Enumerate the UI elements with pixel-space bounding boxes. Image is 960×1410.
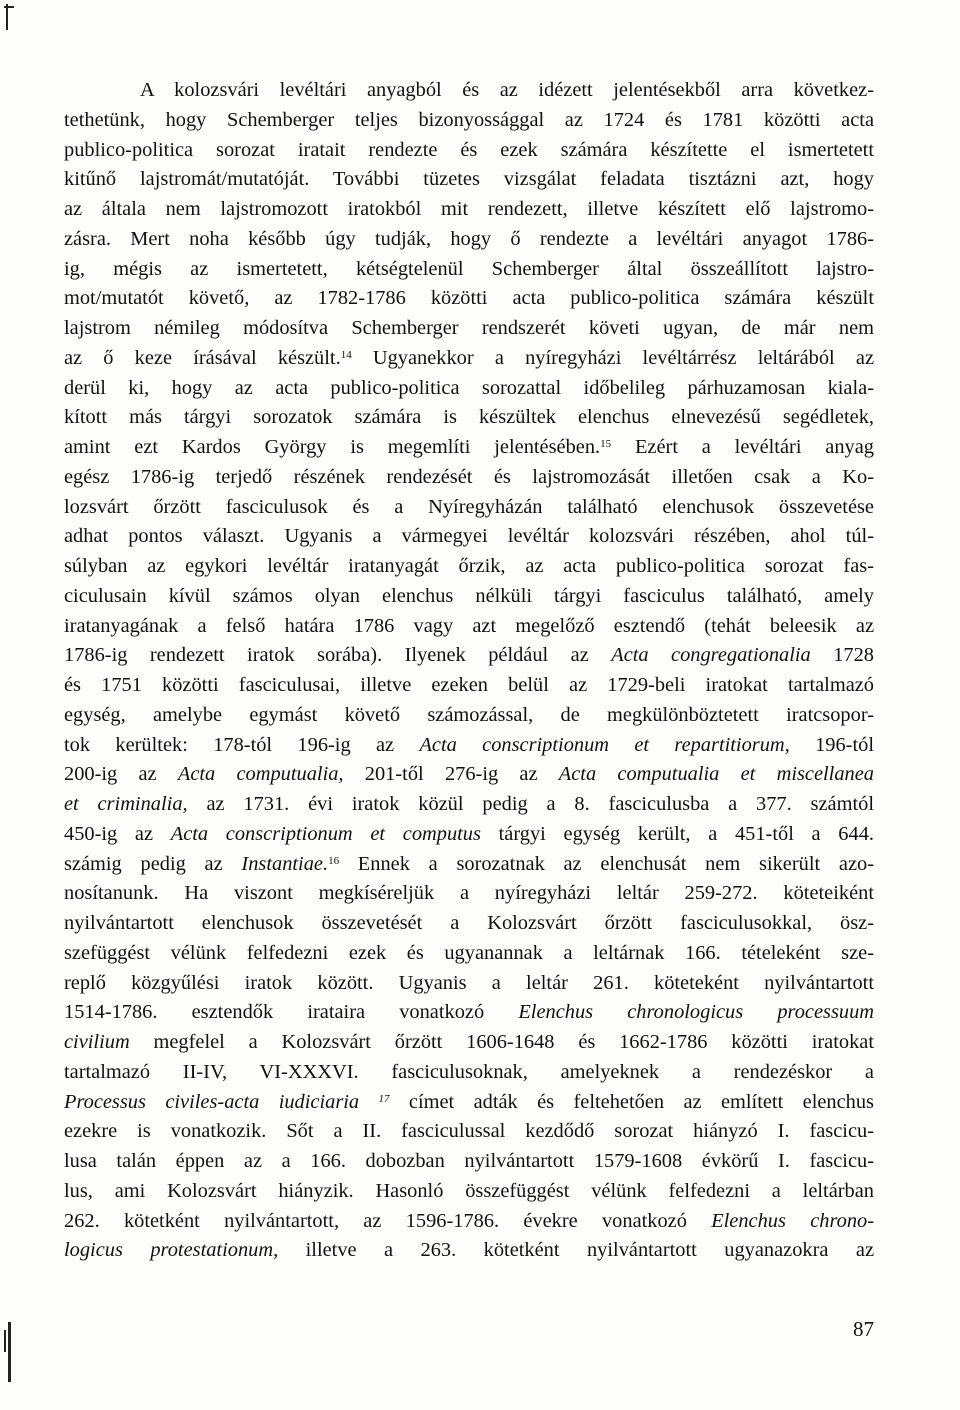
text-segment: és 1751 közötti fasciculusai, illetve ezeken belül az 1729-beli iratokat tartalmazó <box>64 674 874 696</box>
text-line <box>64 195 874 225</box>
text-line <box>64 403 874 433</box>
text-line <box>64 433 874 463</box>
text-segment: egység, amelybe egymást követő számozással, de megkülönböztetett iratcsopor- <box>64 703 874 726</box>
text-line <box>64 641 874 671</box>
italic-title: Acta computualia et miscellanea <box>558 763 874 786</box>
text-segment: 1514-1786. esztendők irataira vonatkozó <box>64 1001 519 1024</box>
text-segment: tárgyi egység került, a 451-től a 644. <box>480 822 874 845</box>
italic-title: Acta congregationalia <box>611 644 811 667</box>
text-line <box>64 344 874 374</box>
text-segment: nyilvántartott elenchusok összevetését a Kolozsvárt őrzött fasciculusokkal, ösz- <box>64 912 874 934</box>
text-segment: lozsvárt őrzött fasciculusok és a Nyíregyházán található elenchusok összevetése <box>64 495 874 518</box>
text-line <box>64 1028 874 1058</box>
text-segment: publico-politica sorozat iratait rendezte és ezek számára készítette el ismertetett <box>64 138 874 161</box>
text-segment: súlyban az egykori levéltár iratanyagát őrzik, az acta publico-politica sorozat fas- <box>64 555 874 577</box>
text-segment: replő közgyűlési iratok között. Ugyanis a leltár 261. köteteként nyilvántartott <box>64 971 874 994</box>
text-line <box>64 998 874 1028</box>
text-segment: A kolozsvári levéltári anyagból és az idézett jelentésekből arra következ- <box>140 79 874 101</box>
italic-title: Elenchus chronologicus processuum <box>518 1001 874 1024</box>
italic-title: Instantiae. <box>241 852 329 875</box>
scan-edge-mark <box>4 6 14 8</box>
italic-title: Processus civiles-acta iudiciaria <box>64 1090 360 1113</box>
italic-title: Acta computualia, <box>177 763 344 786</box>
text-line <box>64 731 874 761</box>
text-segment: tok kerültek: 178-tól 196-ig az <box>64 733 420 756</box>
text-segment: számig pedig az <box>64 852 242 875</box>
text-segment: illetve a 263. kötetként nyilvántartott ugyanazokra az <box>278 1239 874 1262</box>
footnote-reference: 15 <box>600 438 612 450</box>
text-line <box>64 582 874 612</box>
text-segment: Ezért a levéltári anyag <box>611 436 874 458</box>
text-line <box>64 522 874 552</box>
scan-edge-mark <box>4 1330 6 1352</box>
text-segment: tartalmazó II-IV, VI-XXXVI. fasciculusoknak, amelyeknek a rendezéskor a <box>64 1060 874 1083</box>
italic-title: civilium <box>64 1031 130 1053</box>
italic-title: Elenchus chrono- <box>711 1209 874 1232</box>
text-segment: 196-tól <box>789 733 874 756</box>
text-segment: adhat pontos választ. Ugyanis a vármegyei levéltár kolozsvári részében, ahol túl- <box>64 525 874 548</box>
text-line <box>64 284 874 314</box>
text-line <box>64 820 874 850</box>
text-segment: amint ezt Kardos György is megemlíti jelentésében. <box>64 436 601 458</box>
italic-title: Acta conscriptionum et computus <box>170 822 481 845</box>
text-line <box>64 106 874 136</box>
text-line <box>64 374 874 404</box>
text-segment: megfelel a Kolozsvárt őrzött 1606-1648 és 1662-1786 közötti iratokat <box>129 1031 874 1053</box>
text-line <box>64 136 874 166</box>
text-segment: lus, ami Kolozsvárt hiányzik. Hasonló összefüggést vélünk felfedezni a leltárban <box>64 1179 874 1202</box>
text-line <box>64 1117 874 1147</box>
text-line <box>64 314 874 344</box>
text-segment: 1728 <box>810 644 874 667</box>
footnote-reference: 16 <box>328 854 340 867</box>
text-line <box>64 850 874 880</box>
text-line <box>64 76 874 106</box>
text-line <box>64 671 874 701</box>
text-line <box>64 255 874 285</box>
text-line <box>64 165 874 195</box>
text-segment: ciculusain kívül számos olyan elenchus nélküli tárgyi fasciculus található, amely <box>64 584 874 607</box>
text-segment: iratanyagának a felső határa 1786 vagy azt megelőző esztendő (tehát beleesik az <box>64 614 874 637</box>
text-line <box>64 1207 874 1237</box>
text-segment: az ő keze írásával készült. <box>64 346 341 369</box>
text-line <box>64 493 874 523</box>
text-segment: 201-től 276-ig az <box>343 763 559 786</box>
text-segment: címet adták és feltehetően az említett elenchus <box>389 1090 874 1113</box>
text-segment: derül ki, hogy az acta publico-politica sorozattal időbelileg párhuzamosan kiala- <box>64 376 874 399</box>
text-line <box>64 701 874 731</box>
text-segment: mot/mutatót követő, az 1782-1786 közötti acta publico-politica számára készült <box>64 287 874 310</box>
scan-edge-mark <box>8 1322 11 1382</box>
text-segment: szefüggést vélünk felfedezni ezek és ugyanannak a leltárnak 166. tételeként sze- <box>64 941 874 964</box>
italic-title: Acta conscriptionum et repartitiorum, <box>419 733 790 756</box>
text-line <box>64 612 874 642</box>
text-segment: lusa talán éppen az a 166. dobozban nyilvántartott 1579-1608 évkörű I. fascicu- <box>64 1150 874 1172</box>
text-segment: 1786-ig rendezett iratok sorába). Ilyenek például az <box>64 644 612 667</box>
text-segment: 262. kötetként nyilvántartott, az 1596-1786. évekre vonatkozó <box>64 1209 712 1232</box>
text-line <box>64 1058 874 1088</box>
text-segment: egész 1786-ig terjedő részének rendezését és lajstromozását illetően csak a Ko- <box>64 465 874 488</box>
text-segment: 200-ig az <box>64 763 178 786</box>
text-segment: Ennek a sorozatnak az elenchusát nem sikerült azo- <box>339 852 874 875</box>
text-line <box>64 225 874 255</box>
page-number: 87 <box>853 1317 874 1341</box>
text-segment <box>359 1091 378 1113</box>
text-line <box>64 879 874 909</box>
text-segment: ezekre is vonatkozik. Sőt a II. fasciculussal kezdődő sorozat hiányzó I. fascicu- <box>64 1120 874 1143</box>
text-segment: Ugyanekkor a nyíregyházi levéltárrész leltárából az <box>351 346 874 369</box>
italic-title: et criminalia, <box>64 793 188 815</box>
italic-title: logicus protestationum, <box>64 1239 279 1262</box>
text-line <box>64 939 874 969</box>
text-segment: az általa nem lajstromozott iratokból mit rendezett, illetve készített elő lajstromo- <box>64 198 874 220</box>
footnote-reference: 14 <box>340 348 352 361</box>
text-line <box>64 1088 874 1118</box>
footnote-reference: 17 <box>378 1092 390 1105</box>
text-segment: 450-ig az <box>64 822 171 845</box>
text-segment: az 1731. évi iratok közül pedig a 8. fasciculusba a 377. számtól <box>187 793 874 815</box>
text-segment: nosítanunk. Ha viszont megkíséreljük a nyíregyházi leltár 259-272. köteteiként <box>64 882 874 905</box>
text-segment: kitűnő lajstromát/mutatóját. További tüzetes vizsgálat feladata tisztázni azt, hogy <box>64 168 874 191</box>
text-segment: ig, mégis az ismertetett, kétségtelenül Schemberger által összeállított lajstro- <box>64 257 874 280</box>
text-line <box>64 909 874 939</box>
text-line <box>64 1177 874 1207</box>
text-segment: tethetünk, hogy Schemberger teljes bizonyossággal az 1724 és 1781 közötti acta <box>64 108 874 131</box>
text-line <box>64 1236 874 1266</box>
text-line <box>64 969 874 999</box>
text-line <box>64 463 874 493</box>
body-paragraph <box>64 76 874 1266</box>
text-segment: kított más tárgyi sorozatok számára is készültek elenchus elnevezésű segédletek, <box>64 406 874 429</box>
text-line <box>64 552 874 582</box>
text-segment: zásra. Mert noha később úgy tudják, hogy ő rendezte a levéltári anyagot 1786- <box>64 227 874 250</box>
text-segment: lajstrom némileg módosítva Schemberger rendszerét követi ugyan, de már nem <box>64 317 874 339</box>
text-line <box>64 790 874 820</box>
text-line <box>64 1147 874 1177</box>
text-line <box>64 760 874 790</box>
